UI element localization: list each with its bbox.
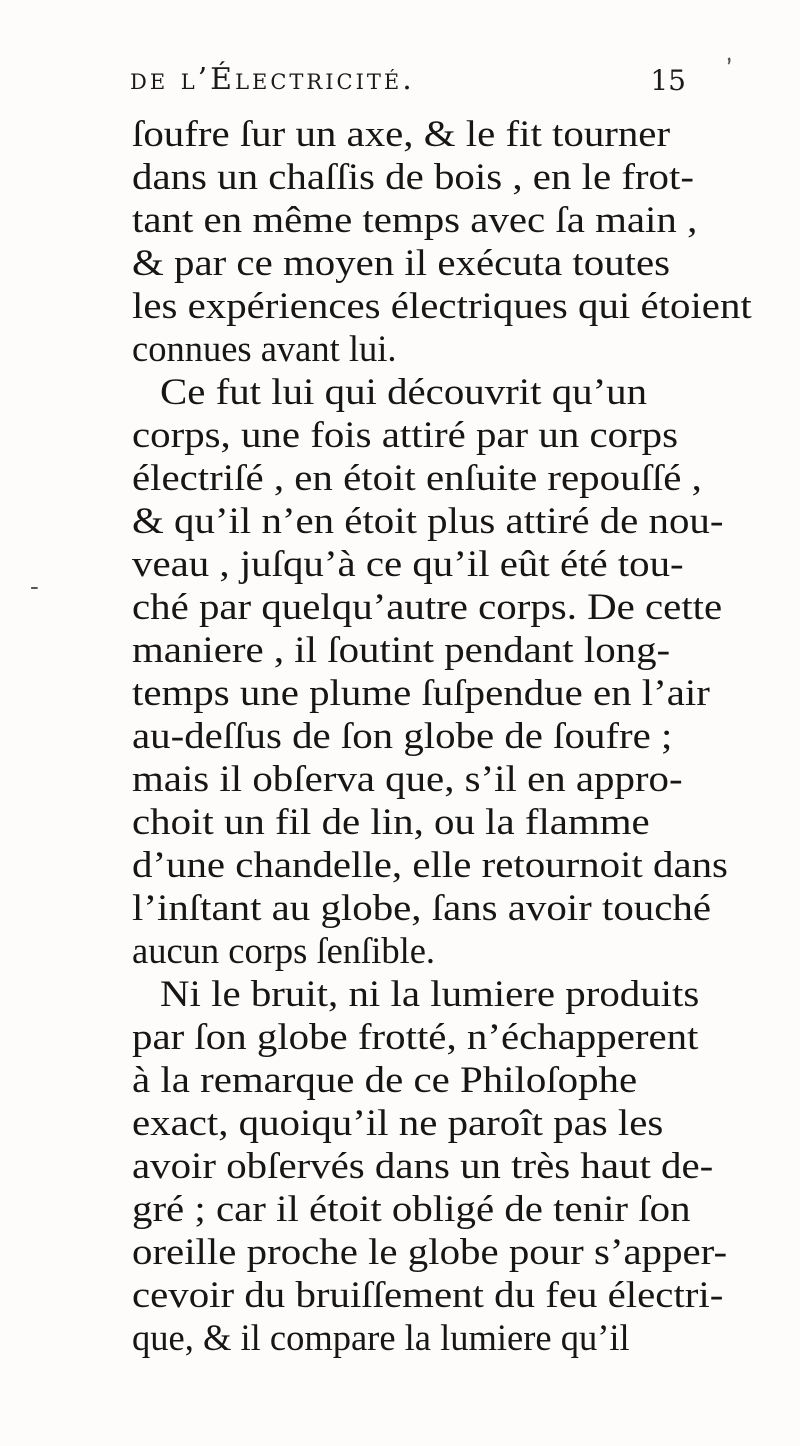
text-line: les expériences électriques qui étoient	[132, 285, 752, 326]
text-line: gré ; car il étoit obligé de tenir ſon	[132, 1188, 691, 1229]
text-line: maniere , il ſoutint pendant long-	[132, 629, 671, 670]
page-header	[130, 58, 690, 106]
text-line: à la remarque de ce Philoſophe	[132, 1059, 638, 1100]
text-line: veau , juſqu’à ce qu’il eût été tou-	[132, 543, 684, 584]
text-line: exact, quoiqu’il ne paroît pas les	[132, 1102, 664, 1143]
text-line: cevoir du bruiſſement du feu électri-	[132, 1274, 724, 1315]
text-line: choit un fil de lin, ou la flamme	[132, 801, 650, 842]
text-line: aucun corps ſenſible.	[132, 930, 436, 971]
running-title: de l’Électricité.	[130, 62, 415, 97]
text-line: Ni le bruit, ni la lumiere produits	[160, 973, 700, 1014]
page-number: 15	[650, 64, 686, 97]
text-line: & qu’il n’en étoit plus attiré de nou-	[132, 500, 724, 541]
text-line: par ſon globe frotté, n’échapperent	[132, 1016, 699, 1057]
text-line: ſoufre ſur un axe, & le fit tourner	[132, 113, 671, 154]
text-line: électriſé , en étoit enſuite repouſſé ,	[132, 457, 702, 498]
text-line: oreille proche le globe pour s’apper-	[132, 1231, 728, 1272]
text-line: temps une plume ſuſpendue en l’air	[132, 672, 710, 713]
text-line: Ce fut lui qui découvrit qu’un	[160, 371, 648, 412]
text-line: mais il obſerva que, s’il en appro-	[132, 758, 683, 799]
text-line: & par ce moyen il exécuta toutes	[132, 242, 671, 283]
text-line: l’inſtant au globe, ſans avoir touché	[132, 887, 711, 928]
text-line: d’une chandelle, elle retournoit dans	[132, 844, 728, 885]
text-line: avoir obſervés dans un très haut de-	[132, 1145, 714, 1186]
text-line: tant en même temps avec ſa main ,	[132, 199, 698, 240]
text-line: que, & il compare la lumiere qu’il	[132, 1317, 630, 1358]
text-line: dans un chaſſis de bois , en le frot-	[132, 156, 694, 197]
margin-mark: ʼ	[722, 53, 741, 85]
text-line: connues avant lui.	[132, 328, 397, 369]
text-line: au-deſſus de ſon globe de ſoufre ;	[132, 715, 673, 756]
text-line: corps, une fois attiré par un corps	[132, 414, 679, 455]
text-line: ché par quelqu’autre corps. De cette	[132, 586, 723, 627]
margin-dash: -	[30, 572, 39, 602]
